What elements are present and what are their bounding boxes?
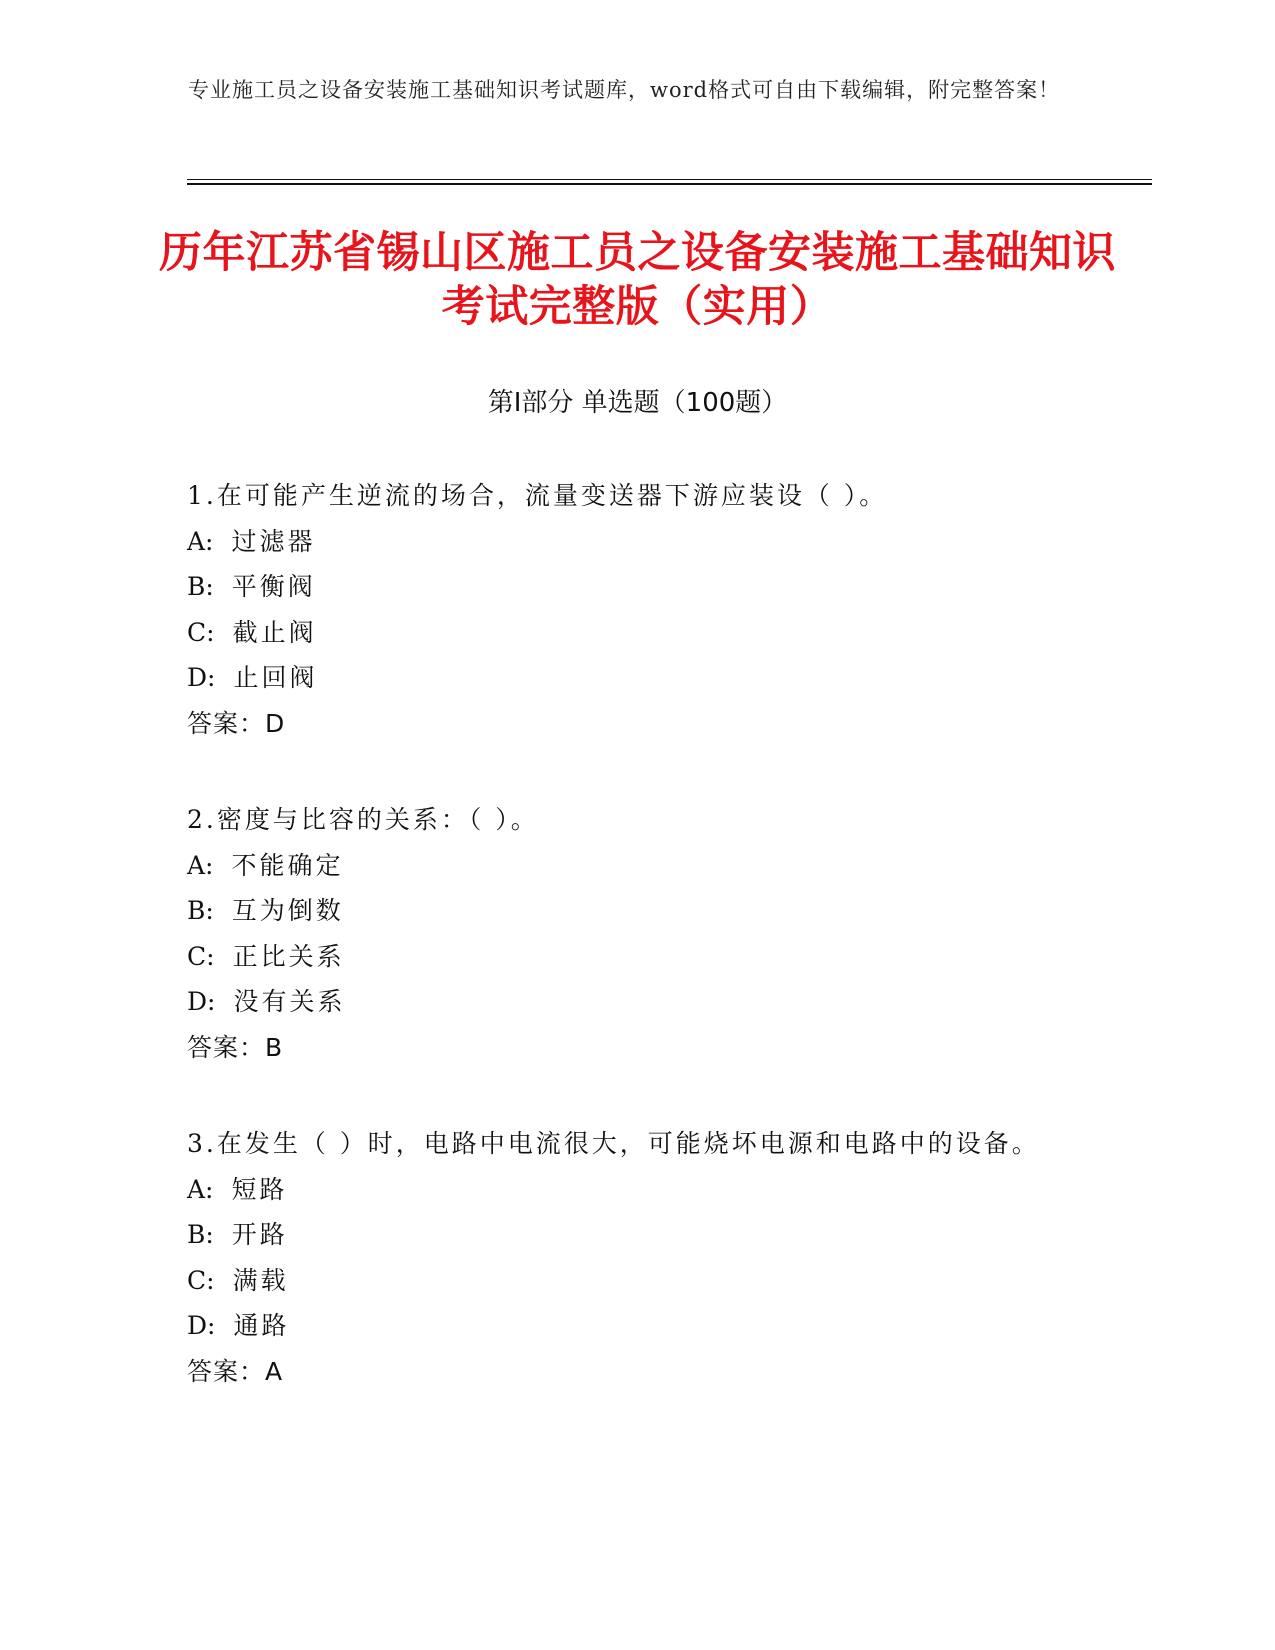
option-text: 没有关系 [233, 987, 346, 1016]
option-letter: D: [187, 663, 216, 692]
option-letter: C: [187, 941, 215, 971]
document-title: 历年江苏省锡山区施工员之设备安装施工基础知识考试完整版（实用） [159, 228, 1116, 332]
option-text: 截止阀 [232, 617, 317, 647]
option-a [187, 519, 1147, 565]
question-list [187, 473, 1147, 1445]
answer-line: 答案：A [187, 1356, 284, 1386]
option-letter: B: [187, 1220, 214, 1249]
question-3 [187, 1121, 1147, 1394]
option-letter: C: [187, 617, 215, 647]
question-stem: 2.密度与比容的关系：（ ）。 [187, 805, 539, 834]
option-letter: D: [187, 987, 216, 1016]
option-text: 过滤器 [231, 526, 316, 556]
option-letter: A: [187, 850, 214, 880]
header-note: 专业施工员之设备安装施工基础知识考试题库，word格式可自由下载编辑，附完整答案！ [188, 78, 1061, 102]
option-c [187, 1258, 1147, 1304]
option-c [187, 610, 1147, 656]
option-text: 平衡阀 [231, 572, 316, 601]
option-a [187, 843, 1147, 889]
header-rule-thick [187, 183, 1152, 185]
option-letter: D: [187, 1311, 216, 1340]
option-letter: B: [187, 572, 214, 601]
question-stem: 1.在可能产生逆流的场合，流量变送器下游应装设（ ）。 [187, 481, 888, 510]
option-text: 短路 [231, 1174, 288, 1204]
question-1 [187, 473, 1147, 746]
question-2 [187, 797, 1147, 1070]
option-b [187, 564, 1147, 610]
option-b [187, 1212, 1147, 1258]
option-text: 止回阀 [233, 663, 318, 692]
option-letter: A: [187, 1174, 214, 1204]
option-letter: A: [187, 526, 214, 556]
option-text: 通路 [233, 1311, 290, 1340]
answer-line: 答案：B [187, 1032, 284, 1062]
option-text: 互为倒数 [231, 896, 344, 925]
option-letter: C: [187, 1265, 215, 1295]
option-d [187, 1303, 1147, 1349]
option-text: 不能确定 [231, 850, 344, 880]
option-a [187, 1167, 1147, 1213]
header-rule-thin [187, 179, 1152, 180]
section-title: 第Ⅰ部分 单选题（100题） [487, 388, 788, 418]
answer-line: 答案：D [187, 708, 286, 738]
option-d [187, 979, 1147, 1025]
option-c [187, 934, 1147, 980]
option-text: 开路 [231, 1220, 288, 1249]
option-d [187, 655, 1147, 701]
option-text: 正比关系 [232, 941, 345, 971]
option-b [187, 888, 1147, 934]
option-letter: B: [187, 896, 214, 925]
question-stem: 3.在发生（ ）时，电路中电流很大，可能烧坏电源和电路中的设备。 [187, 1129, 1040, 1158]
option-text: 满载 [232, 1265, 289, 1295]
